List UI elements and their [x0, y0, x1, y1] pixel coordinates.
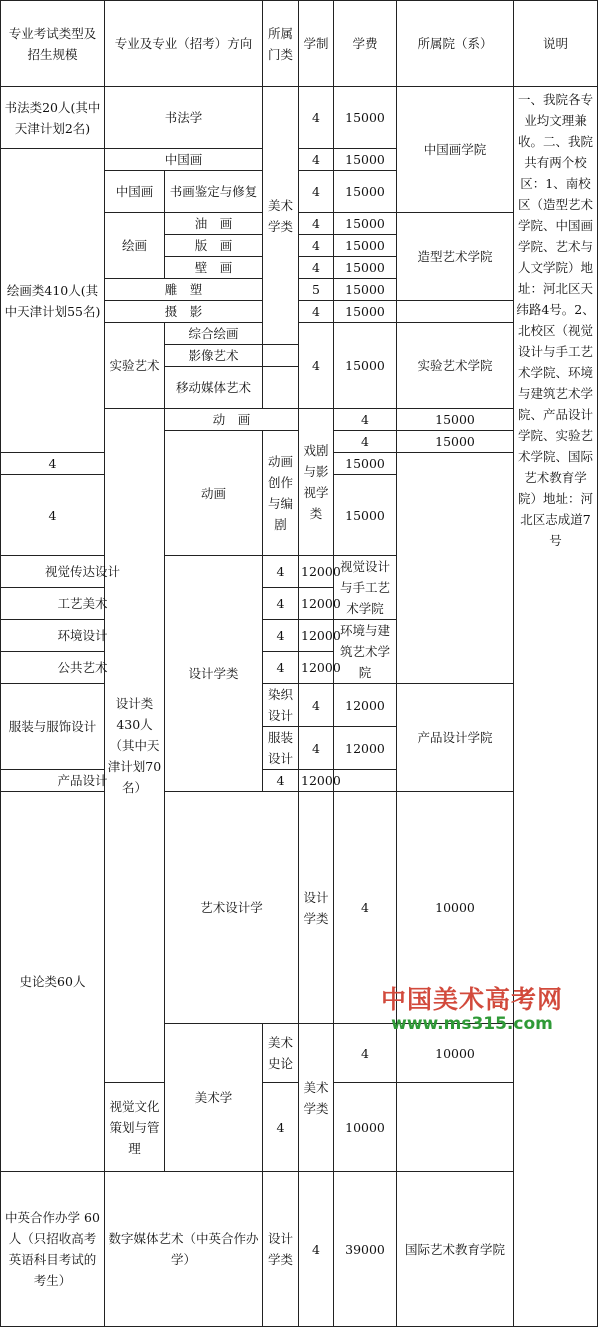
discipline-cell: 戏剧与影视学类: [299, 409, 334, 556]
fee-cell: 12000: [299, 588, 334, 620]
major-cell: 影像艺术: [165, 345, 263, 367]
discipline-cell: 设计学类: [299, 792, 334, 1024]
years-cell: 4: [299, 727, 334, 770]
category-cell: 绘画类410人(其中天津计划55名): [1, 149, 105, 453]
years-cell: 5: [299, 279, 334, 301]
fee-cell: 12000: [299, 770, 334, 792]
major-cell: 壁 画: [165, 257, 263, 279]
major-cell: 视觉传达设计: [1, 556, 165, 588]
fee-cell: 15000: [334, 475, 397, 556]
group-cell: 中国画: [105, 171, 165, 213]
major-cell: 数字媒体艺术（中英合作办学）: [105, 1172, 263, 1327]
group-cell: 动画: [165, 431, 263, 556]
years-cell: 4: [299, 323, 334, 409]
years-cell: 4: [263, 588, 299, 620]
major-cell: 动 画: [165, 409, 299, 431]
years-cell: 4: [299, 1172, 334, 1327]
years-cell: 4: [263, 620, 299, 652]
college-cell: 产品设计学院: [397, 684, 514, 792]
major-cell: 摄 影: [105, 301, 263, 323]
major-cell: 综合绘画: [165, 323, 263, 345]
major-cell: 美术史论: [263, 1024, 299, 1083]
fee-cell: 15000: [334, 149, 397, 171]
fee-cell: 15000: [334, 87, 397, 149]
college-cell: 视觉设计与手工艺术学院: [334, 556, 397, 620]
header-row: [1, 1, 598, 87]
years-cell: 4: [299, 235, 334, 257]
discipline-cell: 美术学类: [263, 87, 299, 345]
header-college: 所属院（系）: [397, 1, 514, 87]
major-cell: 版 画: [165, 235, 263, 257]
header-category: 专业考试类型及招生规模: [1, 1, 105, 87]
major-cell: 油 画: [165, 213, 263, 235]
header-notes: 说明: [514, 1, 598, 87]
years-cell: 4: [334, 1024, 397, 1083]
watermark-url: www.ms315.com: [391, 1014, 553, 1034]
major-cell: 公共艺术: [1, 652, 165, 684]
years-cell: 4: [299, 684, 334, 727]
fee-cell: 12000: [334, 684, 397, 727]
watermark-title: 中国美术高考网: [380, 985, 563, 1014]
major-cell: 移动媒体艺术: [165, 367, 263, 409]
fee-cell: 15000: [334, 279, 397, 301]
category-cell: 书法类20人(其中天津计划2名): [1, 87, 105, 149]
table-row: [1, 588, 598, 620]
major-cell: 染织设计: [263, 684, 299, 727]
years-cell: 4: [299, 301, 334, 323]
category-cell: 史论类60人: [1, 792, 105, 1172]
fee-cell: 10000: [334, 1083, 397, 1172]
watermark: [381, 986, 563, 1034]
fee-cell: 15000: [397, 409, 514, 431]
years-cell: 4: [299, 87, 334, 149]
major-cell: 书法学: [105, 87, 263, 149]
table-row: [1, 1172, 598, 1327]
major-cell: 服装设计: [263, 727, 299, 770]
header-major: 专业及专业（招考）方向: [105, 1, 263, 87]
table-row: [1, 684, 598, 727]
discipline-cell: 设计学类: [165, 556, 263, 792]
fee-cell: 12000: [299, 652, 334, 684]
fee-cell: 10000: [397, 1024, 514, 1083]
table-row: [1, 556, 598, 588]
category-cell: 设计类430人（其中天津计划70名）: [105, 409, 165, 1083]
fee-cell: 15000: [334, 453, 397, 475]
major-cell: 工艺美术: [1, 588, 165, 620]
fee-cell: 10000: [397, 792, 514, 1024]
discipline-cell: 美术学类: [299, 1024, 334, 1172]
years-cell: 4: [1, 453, 105, 475]
years-cell: 4: [1, 475, 105, 556]
fee-cell: 15000: [334, 323, 397, 409]
years-cell: 4: [263, 1083, 299, 1172]
fee-cell: 15000: [334, 235, 397, 257]
group-cell: 实验艺术: [105, 323, 165, 409]
years-cell: 4: [263, 652, 299, 684]
fee-cell: 39000: [334, 1172, 397, 1327]
discipline-cell: [263, 367, 299, 409]
fee-cell: 12000: [299, 556, 334, 588]
fee-cell: 15000: [397, 431, 514, 453]
fee-cell: 15000: [334, 257, 397, 279]
table-row: [1, 620, 598, 652]
table-row: [1, 87, 598, 149]
years-cell: 4: [299, 257, 334, 279]
major-cell: 书画鉴定与修复: [165, 171, 263, 213]
major-cell: 中国画: [105, 149, 263, 171]
college-cell: 实验艺术学院: [397, 323, 514, 409]
major-cell: 动画创作与编剧: [263, 431, 299, 556]
college-cell: 国际艺术教育学院: [397, 1172, 514, 1327]
group-cell: 服装与服饰设计: [1, 684, 105, 770]
years-cell: 4: [299, 171, 334, 213]
fee-cell: 15000: [334, 171, 397, 213]
major-cell: 雕 塑: [105, 279, 263, 301]
notes-cell: 一、我院各专业均文理兼收。二、我院共有两个校区：1、南校区（造型艺术学院、中国画学院、艺术与人文学院）地址：河北区天纬路4号。2、北校区（视觉设计与手工艺术学院、环境与建筑艺术学院、产品设计学院、实验艺术学院、国际艺术教育学院）地址：河北区志成道7号: [514, 87, 598, 1327]
fee-cell: 15000: [334, 213, 397, 235]
college-cell: 造型艺术学院: [397, 213, 514, 301]
college-cell: 中国画学院: [397, 87, 514, 213]
years-cell: 4: [263, 556, 299, 588]
fee-cell: 15000: [334, 301, 397, 323]
college-cell: [397, 301, 514, 323]
fee-cell: 12000: [334, 727, 397, 770]
header-discipline: 所属门类: [263, 1, 299, 87]
fee-cell: 12000: [299, 620, 334, 652]
years-cell: 4: [334, 409, 397, 431]
years-cell: 4: [299, 213, 334, 235]
years-cell: 4: [299, 149, 334, 171]
major-cell: 视觉文化策划与管理: [105, 1083, 165, 1172]
major-cell: 产品设计: [1, 770, 165, 792]
table-row: [1, 652, 598, 684]
major-cell: 艺术设计学: [165, 792, 299, 1024]
college-cell: 环境与建筑艺术学院: [334, 620, 397, 684]
header-years: 学制: [299, 1, 334, 87]
years-cell: 4: [334, 431, 397, 453]
major-cell: 环境设计: [1, 620, 165, 652]
header-fee: 学费: [334, 1, 397, 87]
years-cell: 4: [334, 792, 397, 1024]
discipline-cell: [263, 345, 299, 367]
group-cell: 绘画: [105, 213, 165, 279]
category-cell: 中英合作办学 60人（只招收高考英语科目考试的考生）: [1, 1172, 105, 1327]
years-cell: 4: [263, 770, 299, 792]
group-cell: 美术学: [165, 1024, 263, 1172]
discipline-cell: 设计学类: [263, 1172, 299, 1327]
